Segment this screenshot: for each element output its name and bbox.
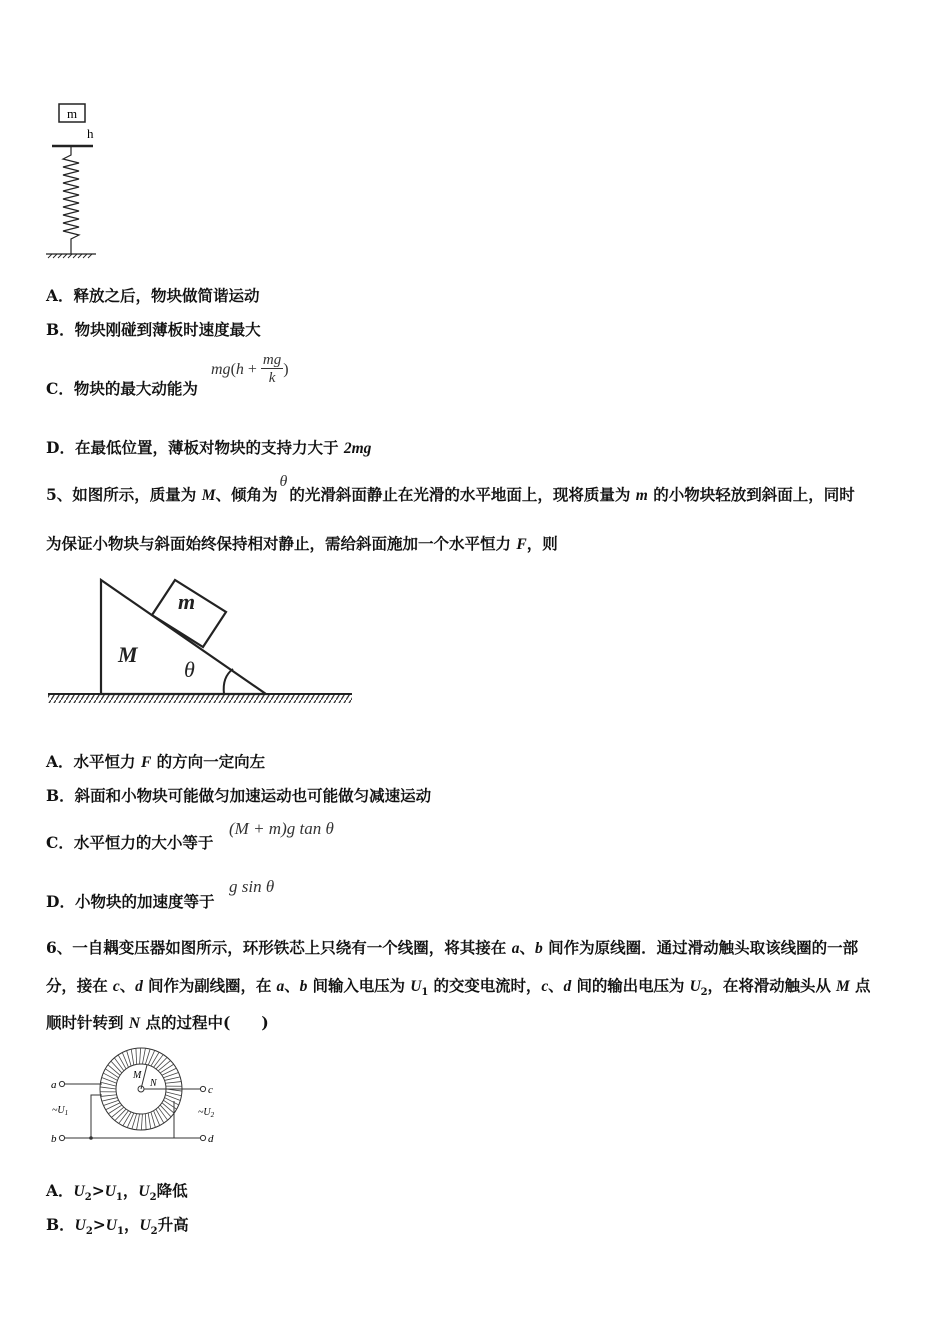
wire-left-bottom (91, 1095, 102, 1138)
label-N: N (150, 1078, 157, 1089)
q4-option-a: A．释放之后，物块做简谐运动 (46, 286, 260, 305)
label-u1: $\sim U_1$ (52, 1105, 69, 1117)
fraction: $\frac{mg}{k}$ (262, 352, 282, 386)
terminal-d (200, 1135, 205, 1140)
q5-option-a: A．水平恒力 F 的方向一定向左 (46, 752, 266, 771)
label-b: b (51, 1133, 57, 1145)
q5-option-c-formula: (M + m)g tan θ (229, 819, 334, 838)
mass-label: m (66, 106, 78, 121)
q4-option-c-formula: mg(h + $\frac{mg}{k}$ ) (211, 352, 289, 386)
spring-figure (40, 98, 110, 263)
q5-option-d-formula: g sin θ (229, 877, 275, 896)
terminal-c (200, 1086, 205, 1091)
label-a: a (51, 1079, 57, 1091)
block-label: m (178, 589, 196, 614)
q5-option-c: C．水平恒力的大小等于 (46, 833, 214, 852)
q6-stem-line1: 6、一自耦变压器如图所示，环形铁芯上只绕有一个线圈，将其接在 a、b 间作为原线圈．通过滑动触头取该线圈的一部 (46, 938, 859, 957)
label-u2: $\sim U_2$ (198, 1107, 215, 1119)
wedge-label: M (118, 642, 138, 667)
q6-option-a: A．$U_2>U_1$，$U_2$降低 (46, 1181, 188, 1204)
ground-hatch (48, 254, 92, 258)
spring-coil (63, 146, 79, 254)
incline-figure (46, 572, 356, 712)
label-c: c (208, 1084, 213, 1096)
q5-option-b: B．斜面和小物块可能做匀加速运动也可能做匀减速运动 (46, 786, 432, 805)
terminal-a (59, 1081, 64, 1086)
angle-arc (224, 669, 233, 694)
label-d: d (208, 1133, 214, 1145)
q4-option-b: B．物块刚碰到薄板时速度最大 (46, 320, 261, 339)
q6-stem-line3: 顺时针转到 N 点的过程中( ) (46, 1013, 269, 1032)
q4-option-d: D．在最低位置，薄板对物块的支持力大于 2mg (46, 438, 372, 457)
label-M: M (133, 1070, 142, 1081)
floor-hatch (48, 695, 352, 703)
angle-label: θ (184, 657, 195, 682)
transformer-figure (46, 1043, 236, 1153)
terminal-b (59, 1135, 64, 1140)
q6-option-b: B．$U_2>U_1$，$U_2$升高 (46, 1215, 189, 1238)
q6-stem-line2: 分，接在 c、d 间作为副线圈，在 a、b 间输入电压为 $U_1$ 的交变电流时，c、d 间的输出电压为 $U_2$，在将滑动触头从 M 点 (46, 976, 871, 999)
slider-arm (141, 1065, 147, 1089)
q4-option-c: C．物块的最大动能为 (46, 379, 198, 398)
q5-stem-line2: 为保证小物块与斜面始终保持相对静止，需给斜面施加一个水平恒力 F，则 (46, 534, 558, 553)
height-label: h (87, 126, 94, 141)
q5-stem-line1: 5、如图所示，质量为 M、倾角为θ的光滑斜面静止在光滑的水平地面上，现将质量为 m 的小物块轻放到斜面上，同时 (46, 473, 855, 504)
q5-option-d: D．小物块的加速度等于 (46, 892, 215, 911)
